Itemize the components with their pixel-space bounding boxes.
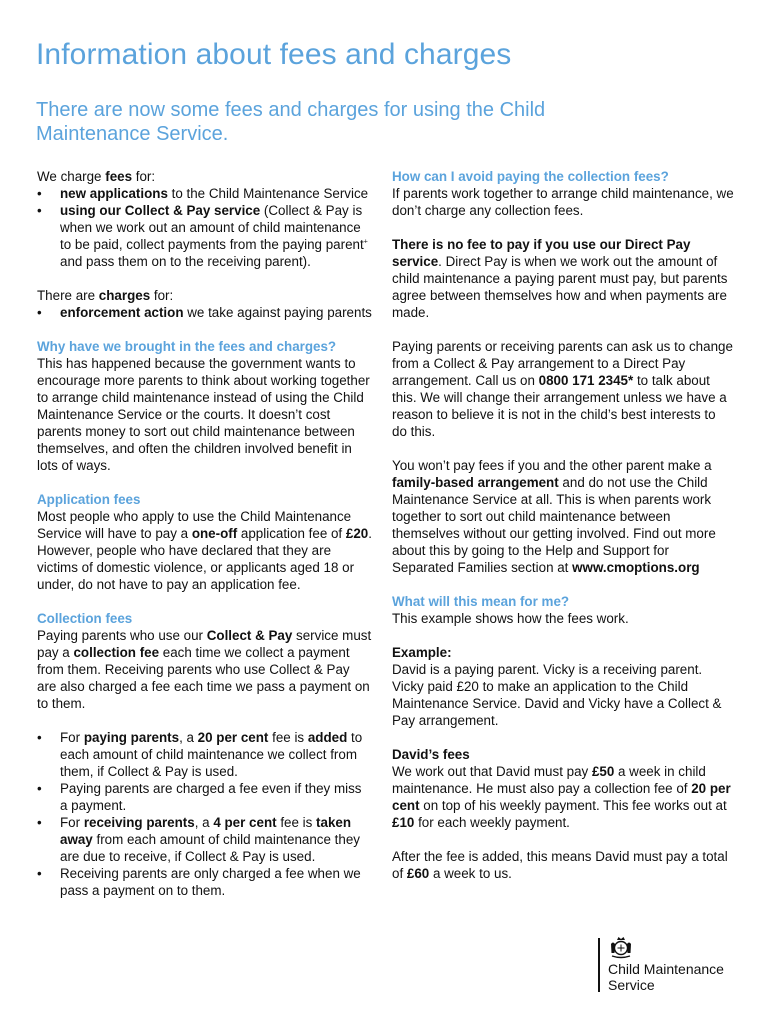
list-item: • Paying parents are charged a fee even if they miss a payment. [37, 780, 372, 814]
why-paragraph: This has happened because the government wants to encourage more parents to think about working together to arrange child maintenance instead of using the Child Maintenance Service or the courts. It doesn’t cost parents money to sort out child maintenance between themselves, and often the children involved benefit in lots of ways. [37, 356, 370, 473]
list-item: • For paying parents, a 20 per cent fee is added to each amount of child maintenance we collect from them, if Collect & Pay is used. [37, 729, 372, 780]
page-title: Information about fees and charges [36, 38, 512, 71]
right-column [392, 168, 734, 882]
list-item: • new applications to the Child Maintenance Service [37, 185, 372, 202]
left-column [37, 168, 372, 899]
logo-text: Child Maintenance Service [608, 961, 724, 993]
what-it-means-paragraph: This example shows how the fees work. [392, 611, 629, 626]
example-label: Example: [392, 645, 452, 660]
phone-number: 0800 171 2345* [538, 373, 634, 388]
list-item: • Receiving parents are only charged a fee when we pass a payment on to them. [37, 865, 372, 899]
page-subtitle: There are now some fees and charges for using the Child Maintenance Service. [36, 99, 546, 145]
what-it-means-heading: What will this mean for me? [392, 594, 570, 609]
avoid-fees-paragraph: If parents work together to arrange child maintenance, we don’t charge any collection fees. [392, 186, 734, 218]
why-heading: Why have we brought in the fees and charges? [37, 339, 337, 354]
list-item: • For receiving parents, a 4 per cent fee is taken away from each amount of child maintenance they are due to receive, if Collect & Pay is used. [37, 814, 372, 865]
davids-fees-label: David’s fees [392, 747, 470, 762]
charges-list [37, 304, 372, 321]
cmoptions-link: www.cmoptions.org [572, 560, 700, 575]
cms-logo [598, 935, 738, 995]
total-paragraph: After the fee is added, this means David must pay a total of £60 a week to us. [392, 849, 728, 881]
fees-list [37, 185, 372, 270]
family-arrangement-paragraph: You won’t pay fees if you and the other parent make a family-based arrangement and do not use the Child Maintenance Service at all. This is when parents work together to sort out child maintenance between themselves without our getting involved. Find out more about this by going to the Help and Support for Separated Families section at www.cmoptions.org [392, 458, 716, 575]
royal-crest-icon [608, 935, 634, 959]
example-paragraph: David is a paying parent. Vicky is a receiving parent. Vicky paid £20 to make an application to the Child Maintenance Service. David and Vicky have a Collect & Pay arrangement. [392, 662, 722, 728]
application-fees-paragraph: Most people who apply to use the Child Maintenance Service will have to pay a one-off application fee of £20. However, people who have declared that they are victims of domestic violence, or applicants aged 18 or under, do not have to pay an application fee. [37, 509, 372, 592]
collection-fees-paragraph: Paying parents who use our Collect & Pay service must pay a collection fee each time we collect a payment from them. Receiving parents who use Collect & Pay are also charged a fee each time we pass a payment on to them. [37, 628, 372, 711]
application-fees-heading: Application fees [37, 492, 141, 507]
logo-divider [598, 938, 600, 992]
list-item: • enforcement action we take against paying parents [37, 304, 372, 321]
collection-fees-heading: Collection fees [37, 611, 133, 626]
direct-pay-paragraph: There is no fee to pay if you use our Direct Pay service. Direct Pay is when we work out the amount of child maintenance a paying parent must pay, but parents agree between themselves how and when payments are made. [392, 237, 728, 320]
davids-fees-paragraph: We work out that David must pay £50 a week in child maintenance. He must also pay a collection fee of 20 per cent on top of his weekly payment. This fee works out at £10 for each weekly payment. [392, 764, 731, 830]
list-item: • using our Collect & Pay service (Collect & Pay is when we work out an amount of child maintenance to be paid, collect payments from the paying parent+ and pass them on to the receiving parent). [37, 202, 372, 270]
change-arrangement-paragraph: Paying parents or receiving parents can ask us to change from a Collect & Pay arrangement to a Direct Pay arrangement. Call us on 0800 171 2345* to talk about this. We will change their arrangement unless we have a reason to believe it is not in the child’s best interests to do this. [392, 339, 733, 439]
collection-fees-list [37, 729, 372, 899]
fees-intro: We charge fees for: [37, 169, 156, 184]
charges-intro: There are charges for: [37, 288, 174, 303]
avoid-fees-heading: How can I avoid paying the collection fees? [392, 169, 669, 184]
